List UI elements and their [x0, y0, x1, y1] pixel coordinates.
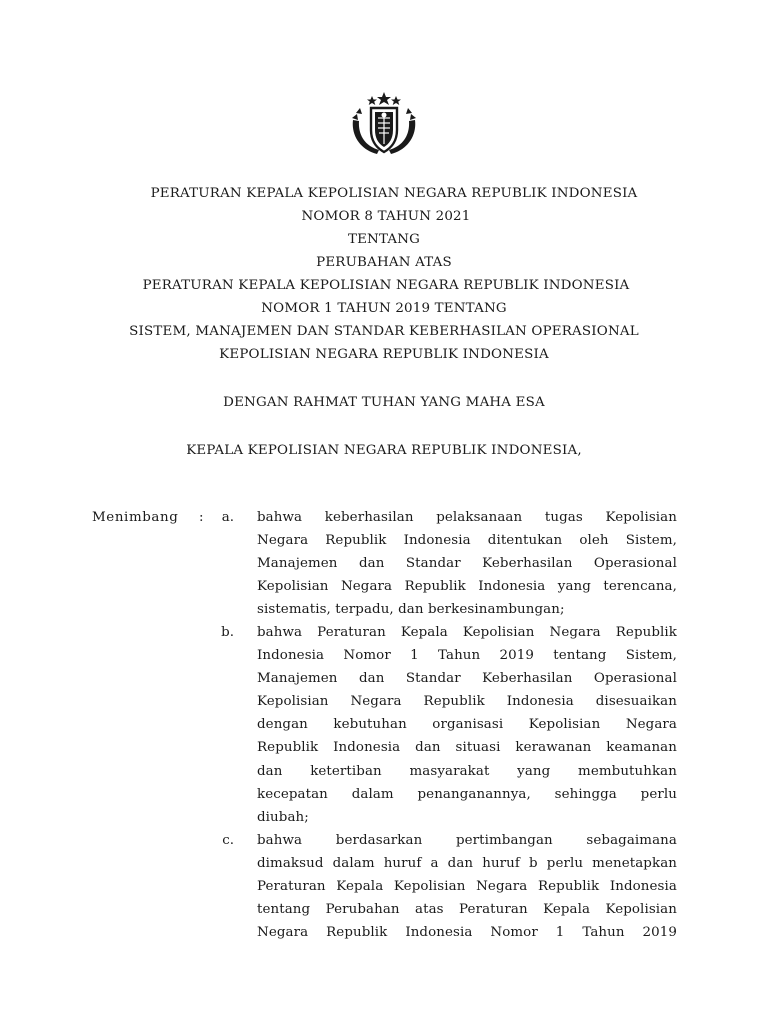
title-line-2: NOMOR 8 TAHUN 2021: [301, 209, 471, 224]
item-b-line: bahwa Peraturan Kepala Kepolisian Negara Republik: [257, 625, 677, 640]
item-a-marker: a.: [221, 510, 234, 525]
title-line-7: SISTEM, MANAJEMEN DAN STANDAR KEBERHASILAN OPERASIONAL: [129, 324, 639, 339]
title-line-8: KEPOLISIAN NEGARA REPUBLIK INDONESIA: [219, 347, 549, 362]
title-line-6: NOMOR 1 TAHUN 2019 TENTANG: [261, 301, 507, 316]
title-line-5: PERATURAN KEPALA KEPOLISIAN NEGARA REPUBLIK INDONESIA: [142, 278, 630, 293]
item-b-line: diubah;: [257, 809, 309, 825]
consideration-item-b: [257, 621, 677, 829]
item-c-line: tentang Perubahan atas Peraturan Kepala Kepolisian: [257, 902, 677, 918]
consideration-item-c: [257, 829, 677, 944]
item-b-line: Indonesia Nomor 1 Tahun 2019 tentang Sistem,: [257, 648, 677, 664]
item-b-line: dengan kebutuhan organisasi Kepolisian Negara: [257, 717, 677, 733]
item-a-line: bahwa keberhasilan pelaksanaan tugas Kepolisian: [257, 510, 677, 525]
item-b-line: Kepolisian Negara Republik Indonesia disesuaikan: [257, 694, 677, 710]
item-b-marker: b.: [221, 625, 234, 640]
title-line-3: TENTANG: [347, 232, 421, 247]
menimbang-colon: :: [199, 510, 204, 525]
item-b-line: dan ketertiban masyarakat yang membutuhkan: [257, 763, 677, 779]
item-a-line: Manajemen dan Standar Keberhasilan Operasional: [257, 556, 677, 572]
item-c-line: bahwa berdasarkan pertimbangan sebagaimana: [257, 833, 677, 848]
item-a-line: Negara Republik Indonesia ditentukan oleh Sistem,: [257, 533, 677, 549]
authority-line: KEPALA KEPOLISIAN NEGARA REPUBLIK INDONESIA,: [186, 443, 582, 458]
item-c-line: dimaksud dalam huruf a dan huruf b perlu menetapkan: [257, 856, 677, 872]
item-a-line: Kepolisian Negara Republik Indonesia yang terencana,: [257, 579, 677, 595]
item-c-marker: c.: [222, 833, 234, 848]
item-a-line: sistematis, terpadu, dan berkesinambungan;: [257, 602, 565, 618]
item-b-line: Manajemen dan Standar Keberhasilan Operasional: [257, 671, 677, 687]
item-c-line: Peraturan Kepala Kepolisian Negara Republik Indonesia: [257, 879, 677, 895]
item-b-line: kecepatan dalam penanganannya, sehingga perlu: [257, 786, 677, 802]
item-c-line: Negara Republik Indonesia Nomor 1 Tahun 2019: [257, 925, 677, 941]
title-line-4: PERUBAHAN ATAS: [316, 255, 452, 270]
consideration-item-a: [257, 506, 677, 621]
menimbang-label: Menimbang: [92, 510, 179, 525]
title-line-1: PERATURAN KEPALA KEPOLISIAN NEGARA REPUBLIK INDONESIA: [150, 186, 638, 201]
police-emblem-icon: [347, 90, 421, 158]
item-b-line: Republik Indonesia dan situasi kerawanan keamanan: [257, 740, 677, 756]
invocation: DENGAN RAHMAT TUHAN YANG MAHA ESA: [223, 395, 545, 410]
